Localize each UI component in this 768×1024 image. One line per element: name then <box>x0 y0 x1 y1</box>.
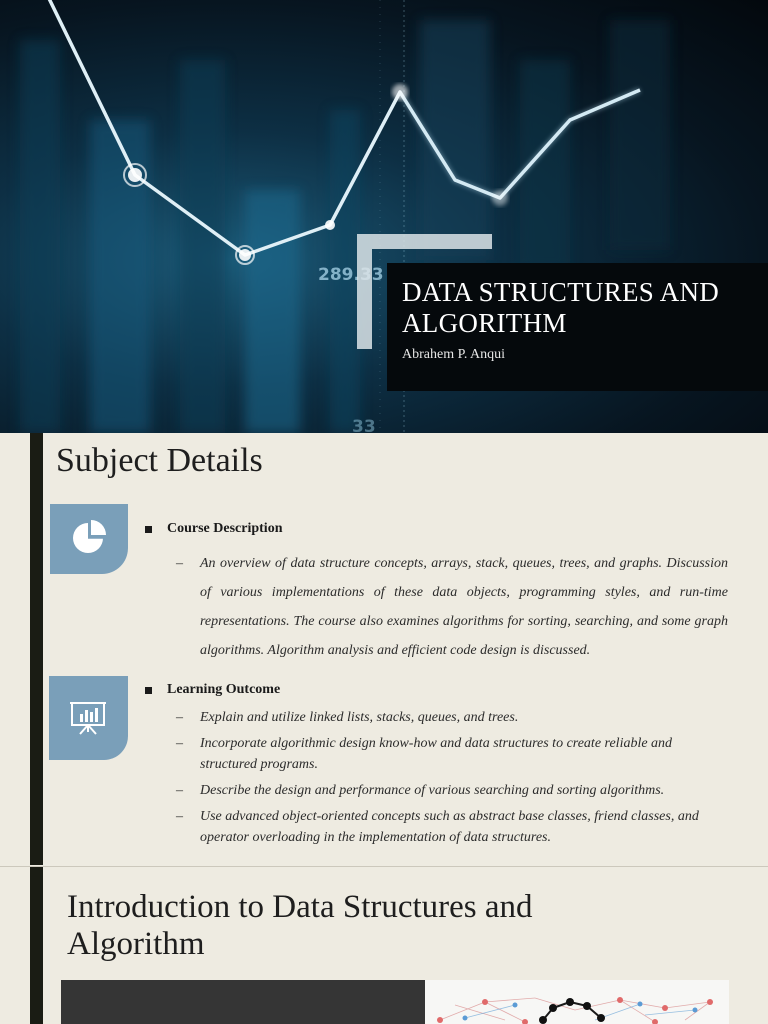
bullet-square <box>145 687 152 694</box>
list-item <box>176 780 728 801</box>
network-graph-image <box>425 980 729 1024</box>
deck-title: DATA STRUCTURES AND ALGORITHM <box>402 277 720 338</box>
outcome-text: Explain and utilize linked lists, stacks, queues, and trees. <box>200 710 519 725</box>
title-slide <box>0 0 768 433</box>
subject-details-slide <box>0 433 768 865</box>
accent-bar <box>30 867 43 1024</box>
bullet-square <box>145 526 152 533</box>
course-description-tile <box>50 504 128 574</box>
list-item <box>176 733 728 775</box>
dash-marker: – <box>176 736 183 751</box>
introduction-slide <box>0 866 768 1024</box>
dash-marker: – <box>176 556 183 571</box>
list-item <box>176 806 728 848</box>
slide-title: Subject Details <box>56 442 263 479</box>
list-item <box>176 707 728 728</box>
chart-value-label: 33 <box>352 417 376 433</box>
accent-bar <box>30 433 43 865</box>
learning-outcome-list <box>176 707 728 853</box>
title-box <box>387 263 768 391</box>
pie-chart-icon <box>70 519 108 557</box>
graph-illustration <box>425 980 729 1024</box>
presentation-chart-icon <box>69 698 107 736</box>
outcome-text: Incorporate algorithmic design know-how and data structures to create reliable and structured programs. <box>200 736 673 772</box>
outcome-text: Describe the design and performance of various searching and sorting algorithms. <box>200 783 665 798</box>
course-description-body: An overview of data structure concepts, arrays, stack, queues, trees, and graphs. Discussion of various implementations of these data objects, programming styles, and run-time representations. The course also examines algorithms for sorting, searching, and some graph algorithms. Algorithm analysis and efficient code design is discussed. <box>200 556 728 658</box>
dash-marker: – <box>176 710 183 725</box>
outcome-text: Use advanced object-oriented concepts such as abstract base classes, friend classes, and operator overloading in the implementation of data structures. <box>200 809 699 845</box>
chart-value-label: 289.33 <box>318 265 384 285</box>
course-description-heading <box>145 521 283 537</box>
dash-marker: – <box>176 783 183 798</box>
learning-outcome-tile <box>49 676 128 760</box>
slide-title: Introduction to Data Structures and Algorithm <box>67 889 533 962</box>
dark-image-panel <box>61 980 425 1024</box>
dash-marker: – <box>176 809 183 824</box>
learning-outcome-heading <box>145 682 280 698</box>
deck-author: Abrahem P. Anqui <box>402 347 506 362</box>
course-description-label: Course Description <box>167 521 283 536</box>
learning-outcome-label: Learning Outcome <box>167 682 281 697</box>
course-description-text <box>176 549 728 665</box>
